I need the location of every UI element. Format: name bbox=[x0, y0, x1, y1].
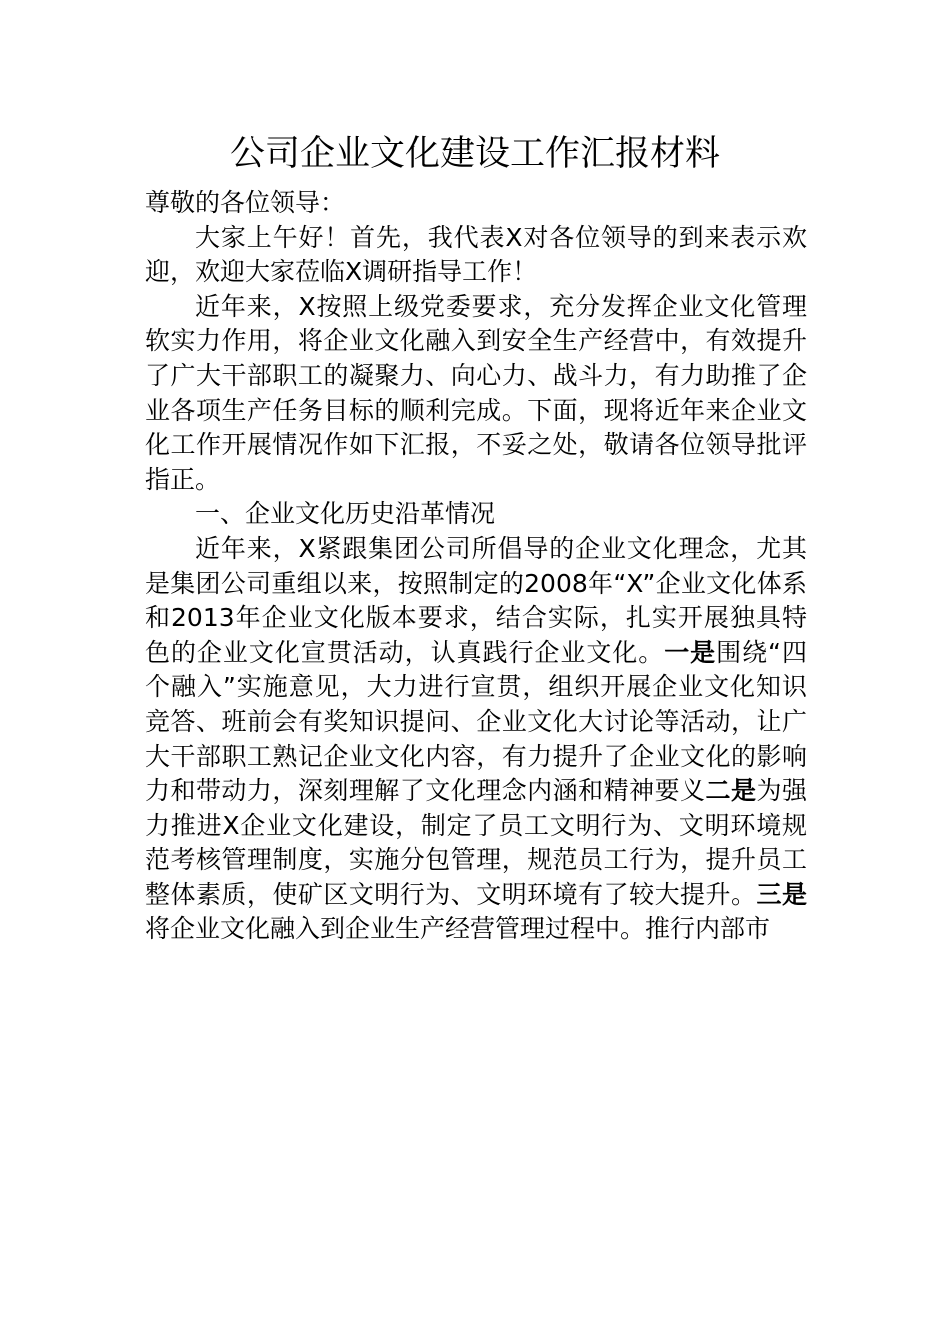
point-1-text: 围绕“四个融入”实施意见，大力进行宣贯，组织开展企业文化知识竞答、班前会有奖知识提问、企业文化大讨论等活动，让广大干部职工熟记企业文化内容，有力提升了企业文化的影响力和带动力，深刻理解了文化理念内涵和精神要义 bbox=[145, 637, 807, 806]
history-intro-text: 近年来，X紧跟集团公司所倡导的企业文化理念，尤其是集团公司重组以来，按照制定的2008年“X”企业文化体系和2013年企业文化版本要求，结合实际，扎实开展独具特色的企业文化宣贯活动，认真践行企业文化。 bbox=[145, 533, 807, 667]
section-heading-history: 一、企业文化历史沿革情况 bbox=[195, 499, 496, 529]
document-body bbox=[145, 186, 807, 947]
point-3-label: 三是 bbox=[756, 879, 807, 909]
point-2-text: 为强力推进X企业文化建设，制定了员工文明行为、文明环境规范考核管理制度，实施分包管理，规范员工行为，提升员工整体素质，使矿区文明行为、文明环境有了较大提升。 bbox=[145, 776, 807, 909]
paragraph-greeting: 大家上午好！首先，我代表X对各位领导的到来表示欢迎，欢迎大家莅临X调研指导工作！ bbox=[145, 222, 807, 287]
salutation: 尊敬的各位领导： bbox=[145, 188, 346, 217]
document-title: 公司企业文化建设工作汇报材料 bbox=[229, 134, 720, 174]
point-1-label: 一是 bbox=[664, 637, 717, 667]
point-3-text: 将企业文化融入到企业生产经营管理过程中。推行内部市 bbox=[145, 914, 771, 944]
paragraph-history bbox=[145, 532, 807, 947]
point-2-label: 二是 bbox=[705, 776, 757, 806]
paragraph-introduction: 近年来，X按照上级党委要求，充分发挥企业文化管理软实力作用，将企业文化融入到安全生产经营中，有效提升了广大干部职工的凝聚力、向心力、战斗力，有力助推了企业各项生产任务目标的顺利完成。下面，现将近年来企业文化工作开展情况作如下汇报，不妥之处，敬请各位领导批评指正。 bbox=[145, 291, 807, 494]
